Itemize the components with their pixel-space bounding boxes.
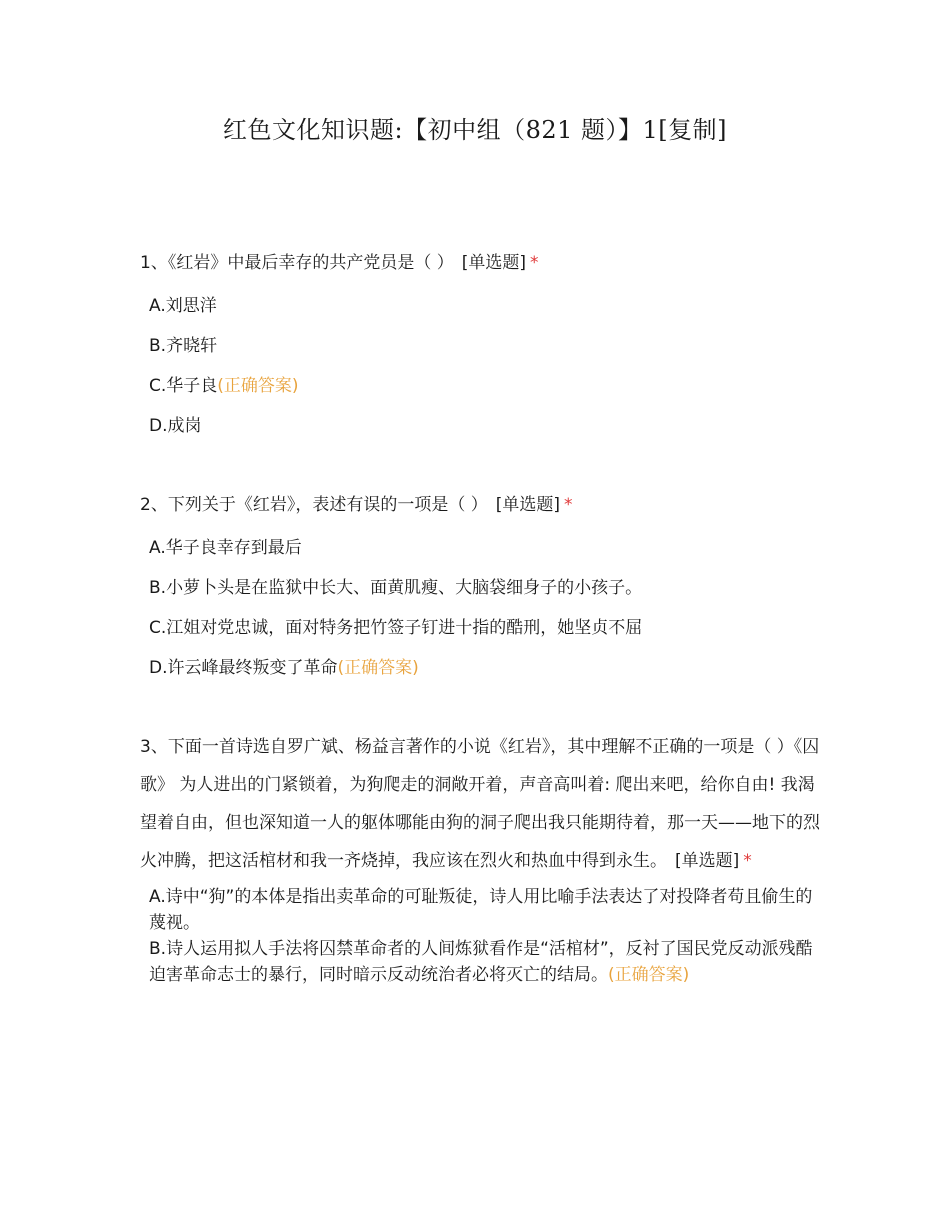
- correct-answer-label: (正确答案): [608, 965, 690, 985]
- option-list: [140, 528, 820, 688]
- question-type: [单选题]: [461, 253, 526, 273]
- question-3: [140, 728, 820, 988]
- option-a[interactable]: [149, 884, 820, 936]
- option-text: A.华子良幸存到最后: [149, 538, 302, 558]
- question-stem: 2、下列关于《红岩》，表述有误的一项是（ ）: [140, 495, 488, 515]
- option-text: D.许云峰最终叛变了革命: [149, 658, 338, 678]
- option-b[interactable]: [149, 936, 820, 988]
- option-text: D.成岗: [149, 416, 202, 436]
- option-text: B.小萝卜头是在监狱中长大、面黄肌瘦、大脑袋细身子的小孩子。: [149, 578, 643, 598]
- option-c[interactable]: [149, 608, 820, 648]
- option-list: [140, 286, 820, 446]
- question-stem: 3、下面一首诗选自罗广斌、杨益言著作的小说《红岩》，其中理解不正确的一项是（ ）《囚歌》 为人进出的门紧锁着，为狗爬走的洞敞开着，声音高叫着: 爬出来吧，给你自由! 我渴望着自由，但也深知道一人的躯体哪能由狗的洞子爬出我只能期待着，那一天——地下的烈火冲腾，把这活棺材和我一齐烧掉，我应该在烈火和热血中得到永生。: [140, 737, 820, 871]
- option-text: B.齐晓轩: [149, 336, 218, 356]
- option-d[interactable]: [149, 406, 820, 446]
- option-b[interactable]: [149, 326, 820, 366]
- question-text: [140, 244, 820, 282]
- correct-answer-label: (正确答案): [217, 376, 299, 396]
- option-d[interactable]: [149, 648, 820, 688]
- option-text: C.华子良: [149, 376, 218, 396]
- question-1: [140, 244, 820, 446]
- required-mark: *: [564, 495, 573, 515]
- option-text: A.诗中“狗”的本体是指出卖革命的可耻叛徒，诗人用比喻手法表达了对投降者苟且偷生的蔑视。: [149, 887, 813, 933]
- required-mark: *: [743, 851, 752, 871]
- required-mark: *: [530, 253, 539, 273]
- option-b[interactable]: [149, 568, 820, 608]
- question-text: [140, 728, 820, 880]
- correct-answer-label: (正确答案): [337, 658, 419, 678]
- question-2: [140, 486, 820, 688]
- option-a[interactable]: [149, 286, 820, 326]
- option-text: C.江姐对党忠诚，面对特务把竹签子钉进十指的酷刑，她坚贞不屈: [149, 618, 643, 638]
- question-text: [140, 486, 820, 524]
- option-c[interactable]: [149, 366, 820, 406]
- question-stem: 1、《红岩》中最后幸存的共产党员是（ ）: [140, 253, 454, 273]
- option-a[interactable]: [149, 528, 820, 568]
- option-text: A.刘思洋: [149, 296, 217, 316]
- page-title: 红色文化知识题:【初中组（821 题）】1[复制]: [222, 116, 728, 144]
- question-type: [单选题]: [495, 495, 560, 515]
- question-type: [单选题]: [675, 851, 740, 871]
- option-text: B.诗人运用拟人手法将囚禁革命者的人间炼狱看作是“活棺材”，反衬了国民党反动派残酷迫害革命志士的暴行，同时暗示反动统治者必将灭亡的结局。: [149, 939, 813, 985]
- option-list: [140, 884, 820, 988]
